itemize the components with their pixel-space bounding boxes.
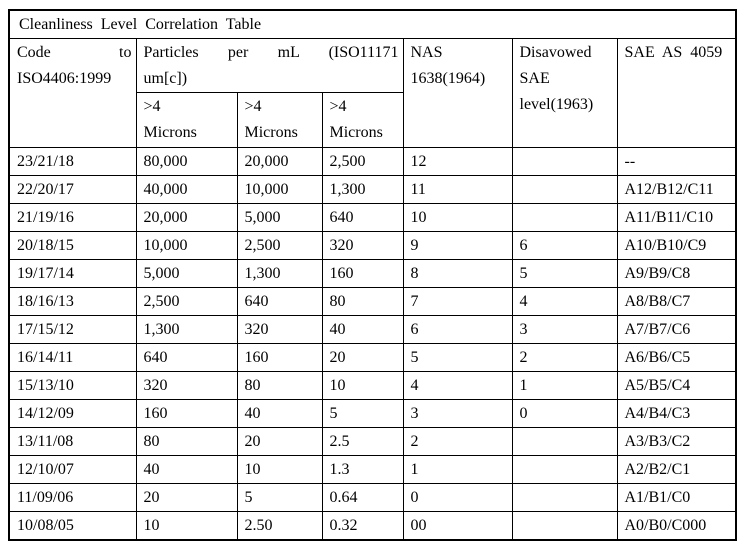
cell-disavowed-sae: 5: [512, 260, 617, 288]
cell-iso-code: 11/09/06: [9, 484, 136, 512]
cell-particles-2: 2,500: [237, 232, 322, 260]
cell-iso-code: 20/18/15: [9, 232, 136, 260]
cell-nas: 1: [403, 456, 512, 484]
cell-iso-code: 23/21/18: [9, 148, 136, 176]
cell-iso-code: 14/12/09: [9, 400, 136, 428]
cell-nas: 6: [403, 316, 512, 344]
cell-disavowed-sae: 4: [512, 288, 617, 316]
cell-particles-2: 10,000: [237, 176, 322, 204]
col-header-nas: [403, 39, 512, 148]
cell-particles-3: 40: [322, 316, 403, 344]
cell-sae-as4059: A2/B2/C1: [617, 456, 736, 484]
cell-particles-1: 640: [136, 344, 237, 372]
header-line: Code to: [17, 44, 132, 61]
cell-particles-2: 1,300: [237, 260, 322, 288]
table-body: [9, 148, 736, 541]
cell-sae-as4059: --: [617, 148, 736, 176]
cell-particles-3: 0.64: [322, 484, 403, 512]
cell-disavowed-sae: 3: [512, 316, 617, 344]
table-title: Cleanliness Level Correlation Table: [9, 10, 736, 39]
cell-sae-as4059: A12/B12/C11: [617, 176, 736, 204]
cell-iso-code: 13/11/08: [9, 428, 136, 456]
header-line: Microns: [244, 124, 298, 141]
cell-disavowed-sae: 2: [512, 344, 617, 372]
header-line: >4: [329, 98, 347, 115]
cell-disavowed-sae: 0: [512, 400, 617, 428]
cell-particles-2: 2.50: [237, 512, 322, 541]
header-line: Microns: [143, 124, 197, 141]
cell-sae-as4059: A1/B1/C0: [617, 484, 736, 512]
header-line: >4: [143, 98, 161, 115]
cell-disavowed-sae: 6: [512, 232, 617, 260]
cell-particles-2: 640: [237, 288, 322, 316]
table-row: [9, 148, 736, 176]
table-row: [9, 484, 736, 512]
cell-particles-3: 10: [322, 372, 403, 400]
cell-nas: 0: [403, 484, 512, 512]
cell-particles-3: 20: [322, 344, 403, 372]
cell-iso-code: 18/16/13: [9, 288, 136, 316]
table-row: [9, 176, 736, 204]
cell-particles-3: 160: [322, 260, 403, 288]
cell-particles-1: 80,000: [136, 148, 237, 176]
table-row: [9, 344, 736, 372]
cell-particles-1: 160: [136, 400, 237, 428]
cell-nas: 8: [403, 260, 512, 288]
cell-iso-code: 16/14/11: [9, 344, 136, 372]
cell-sae-as4059: A4/B4/C3: [617, 400, 736, 428]
cell-nas: 10: [403, 204, 512, 232]
header-line: um[c]): [143, 70, 188, 87]
cell-nas: 4: [403, 372, 512, 400]
table-row: [9, 232, 736, 260]
table-row: [9, 512, 736, 541]
cell-iso-code: 12/10/07: [9, 456, 136, 484]
col-header-disavowed-sae: [512, 39, 617, 148]
cell-nas: 7: [403, 288, 512, 316]
cell-particles-3: 640: [322, 204, 403, 232]
cell-particles-3: 1.3: [322, 456, 403, 484]
cell-nas: 2: [403, 428, 512, 456]
cell-nas: 12: [403, 148, 512, 176]
cell-iso-code: 21/19/16: [9, 204, 136, 232]
cell-particles-2: 20: [237, 428, 322, 456]
cell-particles-1: 20,000: [136, 204, 237, 232]
col-header-microns-3: [322, 93, 403, 148]
cell-particles-1: 10: [136, 512, 237, 541]
header-line: Microns: [329, 124, 383, 141]
cell-nas: 3: [403, 400, 512, 428]
cell-particles-1: 40: [136, 456, 237, 484]
cell-particles-1: 1,300: [136, 316, 237, 344]
cell-particles-3: 320: [322, 232, 403, 260]
cell-nas: 00: [403, 512, 512, 541]
table-title-row: [9, 10, 736, 39]
header-line: SAE AS 4059: [624, 44, 723, 61]
cell-iso-code: 10/08/05: [9, 512, 136, 541]
cell-nas: 11: [403, 176, 512, 204]
cell-particles-2: 160: [237, 344, 322, 372]
cell-nas: 5: [403, 344, 512, 372]
cell-particles-3: 1,300: [322, 176, 403, 204]
cell-particles-2: 320: [237, 316, 322, 344]
header-row-main: [9, 39, 736, 93]
table-row: [9, 260, 736, 288]
header-line: NAS: [410, 44, 443, 61]
header-line: Particles per mL (ISO11171: [143, 44, 399, 61]
cell-iso-code: 15/13/10: [9, 372, 136, 400]
col-header-iso-code: [9, 39, 136, 148]
cell-disavowed-sae: [512, 512, 617, 541]
cell-particles-2: 5: [237, 484, 322, 512]
col-header-microns-1: [136, 93, 237, 148]
cell-iso-code: 17/15/12: [9, 316, 136, 344]
header-line: 1638(1964): [410, 70, 486, 87]
cell-particles-1: 40,000: [136, 176, 237, 204]
cell-particles-3: 5: [322, 400, 403, 428]
cell-sae-as4059: A7/B7/C6: [617, 316, 736, 344]
cell-sae-as4059: A5/B5/C4: [617, 372, 736, 400]
cell-particles-3: 2,500: [322, 148, 403, 176]
cell-particles-1: 2,500: [136, 288, 237, 316]
col-header-sae-as4059: [617, 39, 736, 148]
header-line: >4: [244, 98, 262, 115]
cell-particles-2: 20,000: [237, 148, 322, 176]
cell-particles-1: 320: [136, 372, 237, 400]
table-row: [9, 204, 736, 232]
cell-disavowed-sae: [512, 204, 617, 232]
cell-nas: 9: [403, 232, 512, 260]
cell-disavowed-sae: [512, 428, 617, 456]
header-line: level(1963): [519, 96, 594, 113]
cell-particles-1: 5,000: [136, 260, 237, 288]
cell-particles-2: 40: [237, 400, 322, 428]
cell-disavowed-sae: [512, 176, 617, 204]
col-header-microns-2: [237, 93, 322, 148]
cell-iso-code: 22/20/17: [9, 176, 136, 204]
cell-sae-as4059: A0/B0/C000: [617, 512, 736, 541]
table-row: [9, 428, 736, 456]
table-row: [9, 400, 736, 428]
table-row: [9, 316, 736, 344]
table-row: [9, 288, 736, 316]
cell-particles-2: 5,000: [237, 204, 322, 232]
cell-sae-as4059: A3/B3/C2: [617, 428, 736, 456]
cell-disavowed-sae: [512, 484, 617, 512]
cell-particles-2: 80: [237, 372, 322, 400]
cell-particles-1: 20: [136, 484, 237, 512]
cell-disavowed-sae: 1: [512, 372, 617, 400]
cell-disavowed-sae: [512, 148, 617, 176]
header-line: SAE: [519, 70, 550, 87]
cell-disavowed-sae: [512, 456, 617, 484]
cell-sae-as4059: A10/B10/C9: [617, 232, 736, 260]
cell-sae-as4059: A11/B11/C10: [617, 204, 736, 232]
header-line: ISO4406:1999: [17, 70, 112, 87]
cell-particles-1: 10,000: [136, 232, 237, 260]
cell-particles-3: 2.5: [322, 428, 403, 456]
cell-particles-3: 80: [322, 288, 403, 316]
table-row: [9, 456, 736, 484]
cell-iso-code: 19/17/14: [9, 260, 136, 288]
cell-sae-as4059: A6/B6/C5: [617, 344, 736, 372]
cell-particles-2: 10: [237, 456, 322, 484]
cell-sae-as4059: A8/B8/C7: [617, 288, 736, 316]
cell-particles-1: 80: [136, 428, 237, 456]
table-row: [9, 372, 736, 400]
cell-particles-3: 0.32: [322, 512, 403, 541]
cleanliness-correlation-table: [8, 9, 737, 541]
col-header-particles: [136, 39, 403, 93]
header-line: Disavowed: [519, 44, 592, 61]
cell-sae-as4059: A9/B9/C8: [617, 260, 736, 288]
